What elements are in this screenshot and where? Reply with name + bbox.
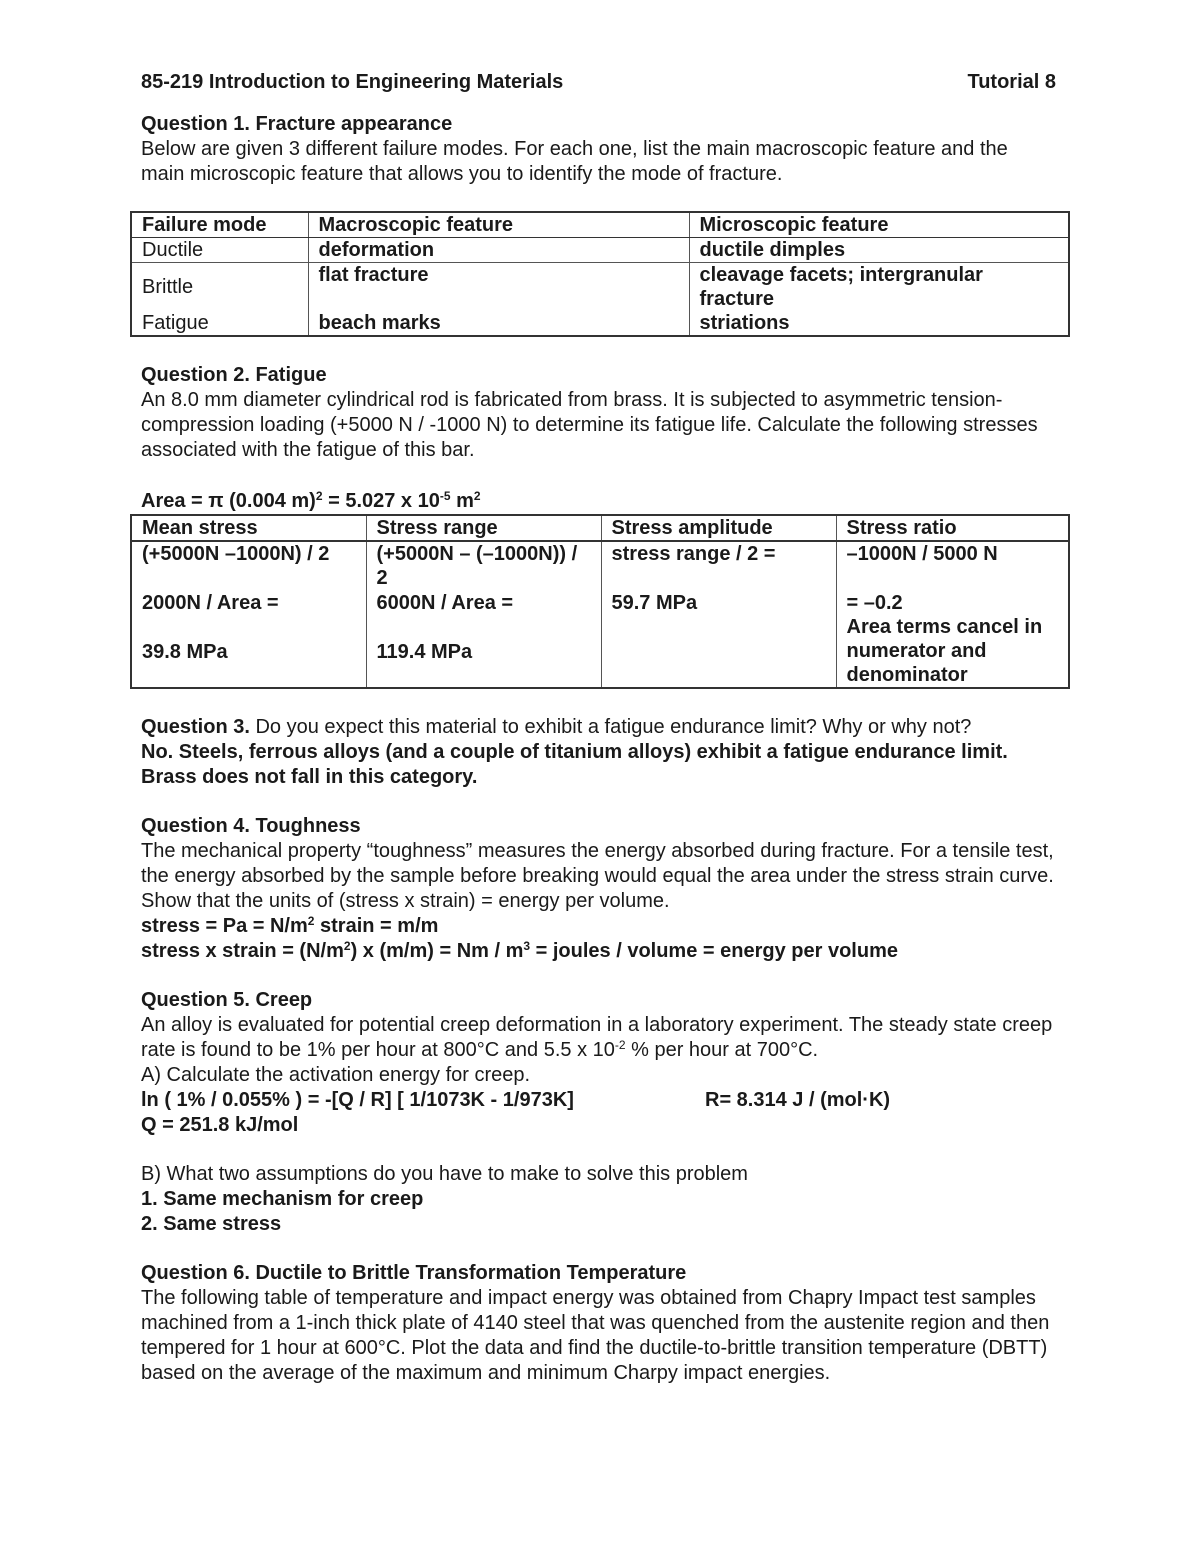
- table-header-row: [131, 212, 1069, 238]
- tutorial-label: Tutorial 8: [967, 71, 1056, 93]
- course-title: 85-219 Introduction to Engineering Materials: [141, 71, 564, 93]
- q5-title: Question 5. Creep: [141, 989, 313, 1011]
- header-macroscopic: Macroscopic feature: [308, 212, 689, 238]
- q6-title: Question 6. Ductile to Brittle Transformation Temperature: [141, 1262, 687, 1284]
- table-row: [131, 541, 1069, 688]
- q4-title: Question 4. Toughness: [141, 815, 361, 837]
- units-strain: strain = m/m: [314, 915, 439, 937]
- header-stress-range: Stress range: [366, 515, 601, 541]
- units-product-a: stress x strain = (N/m: [141, 940, 344, 962]
- q3-answer: No. Steels, ferrous alloys (and a couple of titanium alloys) exhibit a fatigue endurance limit. Brass does not fall in this category.: [141, 741, 1008, 788]
- superscript: 2: [343, 939, 351, 953]
- q1-title: Question 1. Fracture appearance: [141, 113, 453, 135]
- superscript: 2: [315, 489, 323, 503]
- q2-title: Question 2. Fatigue: [141, 364, 327, 386]
- failure-mode-table: [130, 211, 1070, 337]
- q4-answer-line-1: [141, 914, 1056, 939]
- superscript: -2: [614, 1038, 626, 1052]
- failure-mode-cell: Brittle: [131, 263, 308, 312]
- mean-line-1: (+5000N –1000N) / 2: [142, 543, 330, 565]
- units-stress: stress = Pa = N/m: [141, 915, 308, 937]
- failure-mode-cell: Fatigue: [131, 311, 308, 336]
- q5-result: Q = 251.8 kJ/mol: [141, 1114, 299, 1136]
- micro-cell: striations: [689, 311, 1069, 336]
- header-failure-mode: Failure mode: [131, 212, 308, 238]
- macro-cell: beach marks: [308, 311, 689, 336]
- gas-constant: R= 8.314 J / (mol·K): [705, 1089, 891, 1111]
- amplitude-line-2: 59.7 MPa: [611, 592, 698, 614]
- area-part-c: m: [450, 490, 474, 512]
- mean-stress-cell: [131, 541, 366, 688]
- stress-amplitude-cell: [601, 541, 836, 688]
- macro-cell: deformation: [308, 238, 689, 263]
- q2-text: An 8.0 mm diameter cylindrical rod is fabricated from brass. It is subjected to asymmetric tension-compression loading (+5000 N / -1000 N) to determine its fatigue life. Calculate the following stresses associated with the fatigue of this bar.: [141, 389, 1038, 461]
- units-product-b: ) x (m/m) = Nm / m: [350, 940, 524, 962]
- superscript: 3: [523, 939, 531, 953]
- area-formula: [141, 489, 1056, 514]
- stress-table: [130, 514, 1070, 689]
- area-part-b: = 5.027 x 10: [322, 490, 440, 512]
- assumption-2: 2. Same stress: [141, 1213, 282, 1235]
- range-line-3: 119.4 MPa: [376, 641, 473, 663]
- range-line-2: 6000N / Area =: [376, 592, 514, 614]
- amplitude-line-1: stress range / 2 =: [611, 543, 776, 565]
- range-line-1: (+5000N – (–1000N)) / 2: [376, 543, 578, 589]
- q5-text: [141, 1013, 1056, 1063]
- mean-line-2: 2000N / Area =: [142, 592, 279, 614]
- area-part-a: Area = π (0.004 m): [141, 490, 316, 512]
- ratio-line-2: = –0.2: [846, 592, 903, 614]
- page-header: [141, 70, 1056, 95]
- header-stress-ratio: Stress ratio: [836, 515, 1069, 541]
- superscript: 2: [473, 489, 481, 503]
- q6-text: The following table of temperature and impact energy was obtained from Chapry Impact test samples machined from a 1-inch thick plate of 4140 steel that was quenched from the austenite region and then tempered for 1 hour at 600°C. Plot the data and find the ductile-to-brittle transition temperature (DBTT) based on the average of the maximum and minimum Charpy impact energies.: [141, 1287, 1050, 1384]
- units-product-c: = joules / volume = energy per volume: [530, 940, 898, 962]
- q5-equation: ln ( 1% / 0.055% ) = -[Q / R] [ 1/1073K - 1/973K]: [141, 1089, 574, 1111]
- superscript: -5: [439, 489, 451, 503]
- q3-question: [141, 715, 1056, 740]
- q5-text-part-2: % per hour at 700°C.: [625, 1039, 819, 1061]
- q5-part-b: B) What two assumptions do you have to make to solve this problem: [141, 1163, 748, 1185]
- ratio-line-1: –1000N / 5000 N: [846, 543, 998, 565]
- assumption-1: 1. Same mechanism for creep: [141, 1188, 424, 1210]
- failure-mode-cell: Ductile: [131, 238, 308, 263]
- mean-line-3: 39.8 MPa: [142, 641, 228, 663]
- ratio-line-3: Area terms cancel in numerator and denominator: [846, 616, 1043, 686]
- q3-title: Question 3.: [141, 716, 250, 738]
- q4-text: The mechanical property “toughness” measures the energy absorbed during fracture. For a tensile test, the energy absorbed by the sample before breaking would equal the area under the stress strain curve. Show that the units of (stress x strain) = energy per volume.: [141, 840, 1054, 912]
- micro-cell: ductile dimples: [689, 238, 1069, 263]
- superscript: 2: [307, 914, 315, 928]
- document-page: [141, 70, 1056, 1386]
- stress-range-cell: [366, 541, 601, 688]
- q1-text: Below are given 3 different failure modes. For each one, list the main macroscopic feature and the main microscopic feature that allows you to identify the mode of fracture.: [141, 138, 1008, 185]
- q3-text: Do you expect this material to exhibit a fatigue endurance limit? Why or why not?: [249, 716, 972, 738]
- header-microscopic: Microscopic feature: [689, 212, 1069, 238]
- table-row: [131, 311, 1069, 336]
- table-row: [131, 238, 1069, 263]
- q5-equation-line: [141, 1088, 1056, 1113]
- stress-ratio-cell: [836, 541, 1069, 688]
- header-mean-stress: Mean stress: [131, 515, 366, 541]
- table-row: [131, 263, 1069, 312]
- macro-cell: flat fracture: [308, 263, 689, 312]
- q5-text-part-1: An alloy is evaluated for potential creep deformation in a laboratory experiment. The steady state creep rate is found to be 1% per hour at 800°C and 5.5 x 10: [141, 1014, 1053, 1061]
- header-stress-amplitude: Stress amplitude: [601, 515, 836, 541]
- q4-answer-line-2: [141, 939, 1056, 964]
- q5-part-a: A) Calculate the activation energy for creep.: [141, 1064, 531, 1086]
- micro-cell: cleavage facets; intergranular fracture: [689, 263, 1069, 312]
- table-header-row: [131, 515, 1069, 541]
